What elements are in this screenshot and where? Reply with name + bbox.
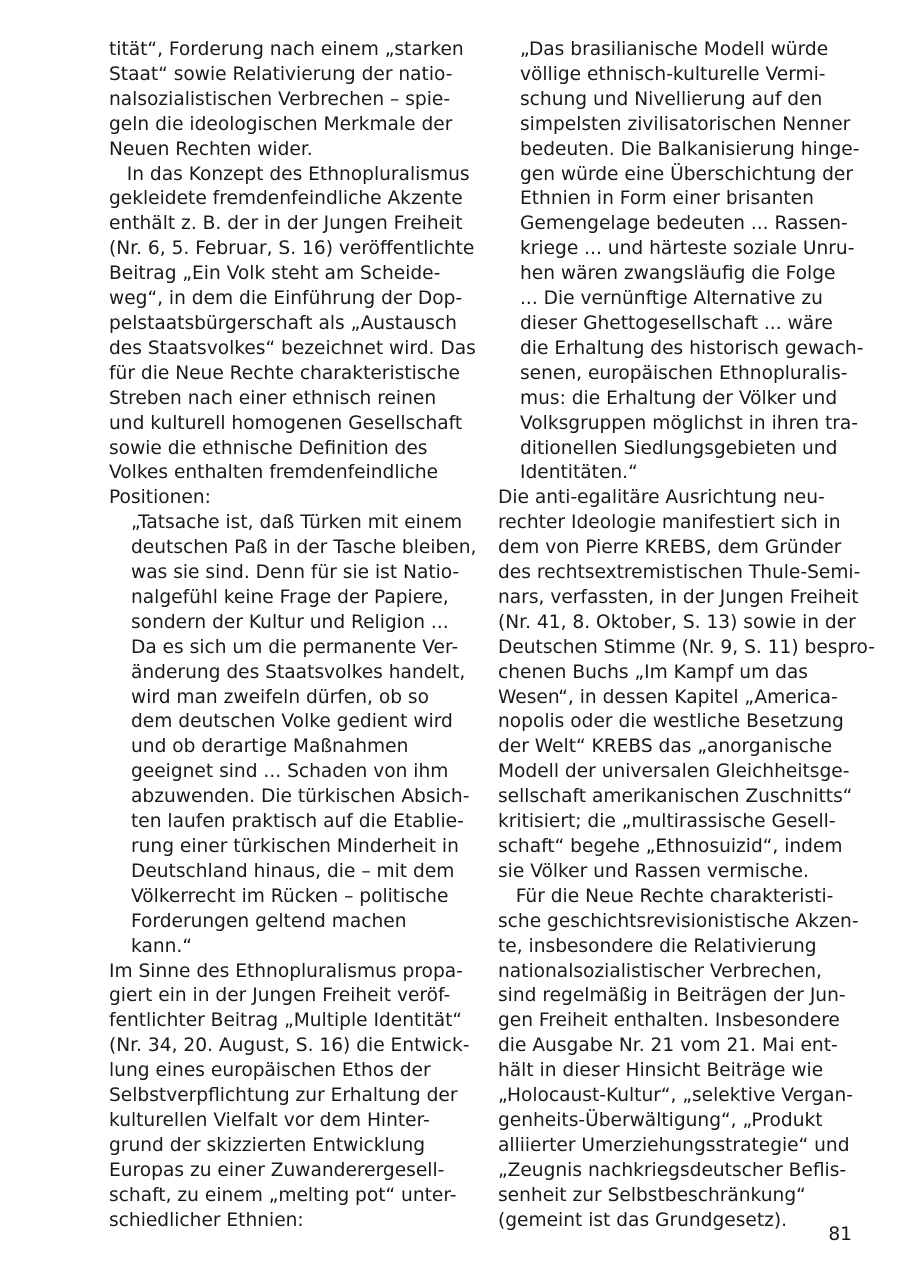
text-line: gekleidete fremdenfeindliche Akzente: [109, 188, 463, 210]
text-line: (Nr. 6, 5. Februar, S. 16) veröffentlichte: [109, 238, 475, 260]
text-line: Deutschen Stimme (Nr. 9, S. 11) bespro-: [498, 636, 875, 658]
text-line: rechter Ideologie manifestiert sich in: [498, 512, 841, 534]
text-line: kritisiert; die „multirassische Gesell-: [498, 811, 836, 833]
text-line: ditionellen Siedlungsgebieten und: [520, 437, 838, 459]
text-line: „Zeugnis nachkriegsdeutscher Beflis-: [498, 1159, 847, 1181]
text-line: Gemengelage bedeuten ... Rassen-: [520, 213, 848, 235]
text-line: was sie sind. Denn für sie ist Natio-: [131, 562, 460, 584]
text-line: lung eines europäischen Ethos der: [109, 1060, 431, 1082]
text-line: ... Die vernünftige Alternative zu: [520, 288, 823, 310]
text-line: (Nr. 34, 20. August, S. 16) die Entwick-: [109, 1035, 470, 1057]
text-line: dieser Ghettogesellschaft ... wäre: [520, 312, 833, 334]
text-line: für die Neue Rechte charakteristische: [109, 362, 460, 384]
text-line: dem deutschen Volke gedient wird: [131, 711, 453, 733]
paragraph: [498, 885, 859, 1234]
text-line: pelstaatsbürgerschaft als „Austausch: [109, 312, 457, 334]
text-line: nalsozialistischen Verbrechen – spie-: [109, 88, 451, 110]
text-line: te, insbesondere die Relativierung: [498, 935, 817, 957]
text-line: Selbstverpflichtung zur Erhaltung der: [109, 1085, 458, 1107]
text-line: Volkes enthalten fremdenfeindliche: [109, 462, 439, 484]
text-line: Europas zu einer Zuwanderergesell-: [109, 1159, 445, 1181]
text-line: Ethnien in Form einer brisanten: [520, 188, 814, 210]
text-line: Neuen Rechten wider.: [109, 138, 313, 160]
block-quote: [498, 38, 864, 486]
text-line: kriege ... und härteste soziale Unru-: [520, 238, 855, 260]
text-line: alliierter Umerziehungsstrategie“ und: [498, 1134, 850, 1156]
text-line: gen würde eine Überschichtung der: [520, 163, 853, 185]
text-line: des Staatsvolkes“ bezeichnet wird. Das: [109, 337, 476, 359]
text-line: wird man zweifeln dürfen, ob so: [131, 686, 429, 708]
text-line: schaft, zu einem „melting pot“ unter-: [109, 1184, 457, 1206]
text-line: simpelsten zivilisatorischen Nenner: [520, 113, 851, 135]
text-line: geeignet sind ... Schaden von ihm: [131, 761, 449, 783]
page-number: 81: [828, 1224, 852, 1245]
text-line: grund der skizzierten Entwicklung: [109, 1134, 426, 1156]
text-line: Völkerrecht im Rücken – politische: [131, 885, 449, 907]
text-line: und ob derartige Maßnahmen: [131, 736, 409, 758]
text-line: bedeuten. Die Balkanisierung hinge-: [520, 138, 860, 160]
text-line: geln die ideologischen Merkmale der: [109, 113, 453, 135]
text-line: kann.“: [131, 935, 192, 957]
text-line: mus: die Erhaltung der Völker und: [520, 387, 838, 409]
text-line: Volksgruppen möglichst in ihren tra-: [520, 412, 858, 434]
text-line: Identitäten.“: [520, 462, 638, 484]
text-line: Im Sinne des Ethnopluralismus propa-: [109, 960, 463, 982]
text-line: gen Freiheit enthalten. Insbesondere: [498, 1010, 840, 1032]
text-line: ten laufen praktisch auf die Etablie-: [131, 811, 464, 833]
text-line: tität“, Forderung nach einem „starken: [109, 39, 464, 60]
text-line: giert ein in der Jungen Freiheit veröf-: [109, 985, 451, 1007]
right-column: [498, 38, 875, 1234]
paragraph: [109, 960, 470, 1234]
paragraph: [109, 38, 464, 163]
text-line: völlige ethnisch-kulturelle Vermi-: [520, 63, 826, 85]
text-line: enthält z. B. der in der Jungen Freiheit: [109, 213, 463, 235]
text-line: änderung des Staatsvolkes handelt,: [131, 661, 466, 683]
text-line: deutschen Paß in der Tasche bleiben,: [131, 537, 477, 559]
text-line: „Das brasilianische Modell würde: [520, 39, 829, 60]
text-line: nopolis oder die westliche Besetzung: [498, 711, 844, 733]
text-line: Modell der universalen Gleichheitsge-: [498, 761, 850, 783]
block-quote: [109, 511, 477, 959]
left-column: [109, 38, 477, 1234]
text-line: sind regelmäßig in Beiträgen der Jun-: [498, 985, 846, 1007]
text-line: Streben nach einer ethnisch reinen: [109, 387, 437, 409]
text-line: Forderungen geltend machen: [131, 910, 407, 932]
text-line: die Erhaltung des historisch gewach-: [520, 337, 864, 359]
text-line: Die anti-egalitäre Ausrichtung neu-: [498, 487, 825, 509]
text-line: Deutschland hinaus, die – mit dem: [131, 860, 455, 882]
paragraph: [109, 163, 476, 512]
text-line: sondern der Kultur und Religion ...: [131, 611, 449, 633]
text-line: schiedlicher Ethnien:: [109, 1209, 304, 1231]
text-line: hält in dieser Hinsicht Beiträge wie: [498, 1060, 824, 1082]
text-line: und kulturell homogenen Gesellschaft: [109, 412, 463, 434]
text-line: die Ausgabe Nr. 21 vom 21. Mai ent-: [498, 1035, 838, 1057]
text-line: „Holocaust-Kultur“, „selektive Vergan-: [498, 1085, 854, 1107]
text-line: schung und Nivellierung auf den: [520, 88, 823, 110]
text-line: nars, verfassten, in der Jungen Freiheit: [498, 586, 859, 608]
text-line: fentlichter Beitrag „Multiple Identität“: [109, 1010, 463, 1032]
text-line: sellschaft amerikanischen Zuschnitts“: [498, 786, 853, 808]
text-line: schaft“ begehe „Ethnosuizid“, indem: [498, 836, 843, 857]
text-line: Beitrag „Ein Volk steht am Scheide-: [109, 263, 441, 285]
text-line: Wesen“, in dessen Kapitel „America-: [498, 686, 838, 708]
text-line: sche geschichtsrevisionistische Akzen-: [498, 910, 859, 932]
text-line: der Welt“ KREBS das „anorganische: [498, 736, 833, 758]
text-line: Da es sich um die permanente Ver-: [131, 636, 459, 658]
text-line: Staat“ sowie Relativierung der natio-: [109, 63, 453, 85]
text-line: Für die Neue Rechte charakteristi-: [498, 885, 834, 907]
text-line: genheits-Überwältigung“, „Produkt: [498, 1109, 823, 1131]
text-line: senen, europäischen Ethnopluralis-: [520, 362, 848, 384]
text-line: sie Völker und Rassen vermische.: [498, 860, 809, 882]
text-line: chenen Buchs „Im Kampf um das: [498, 661, 808, 683]
text-line: sowie die ethnische Definition des: [109, 437, 428, 459]
text-line: nationalsozialistischer Verbrechen,: [498, 960, 822, 982]
text-line: abzuwenden. Die türkischen Absich-: [131, 786, 470, 808]
text-line: des rechtsextremistischen Thule-Semi-: [498, 562, 861, 584]
text-line: dem von Pierre KREBS, dem Gründer: [498, 537, 842, 559]
text-line: (Nr. 41, 8. Oktober, S. 13) sowie in der: [498, 611, 856, 633]
text-line: kulturellen Vielfalt vor dem Hinter-: [109, 1109, 430, 1131]
text-line: hen wären zwangsläufig die Folge: [520, 263, 836, 285]
text-line: „Tatsache ist, daß Türken mit einem: [131, 512, 463, 534]
text-line: In das Konzept des Ethnopluralismus: [109, 163, 470, 185]
text-line: rung einer türkischen Minderheit in: [131, 836, 459, 857]
text-line: senheit zur Selbstbeschränkung“: [498, 1184, 806, 1206]
text-line: (gemeint ist das Grundgesetz).: [498, 1209, 788, 1231]
text-line: Positionen:: [109, 487, 211, 509]
text-line: nalgefühl keine Frage der Papiere,: [131, 586, 449, 608]
text-line: weg“, in dem die Einführung der Dop-: [109, 288, 463, 310]
paragraph: [498, 486, 875, 885]
